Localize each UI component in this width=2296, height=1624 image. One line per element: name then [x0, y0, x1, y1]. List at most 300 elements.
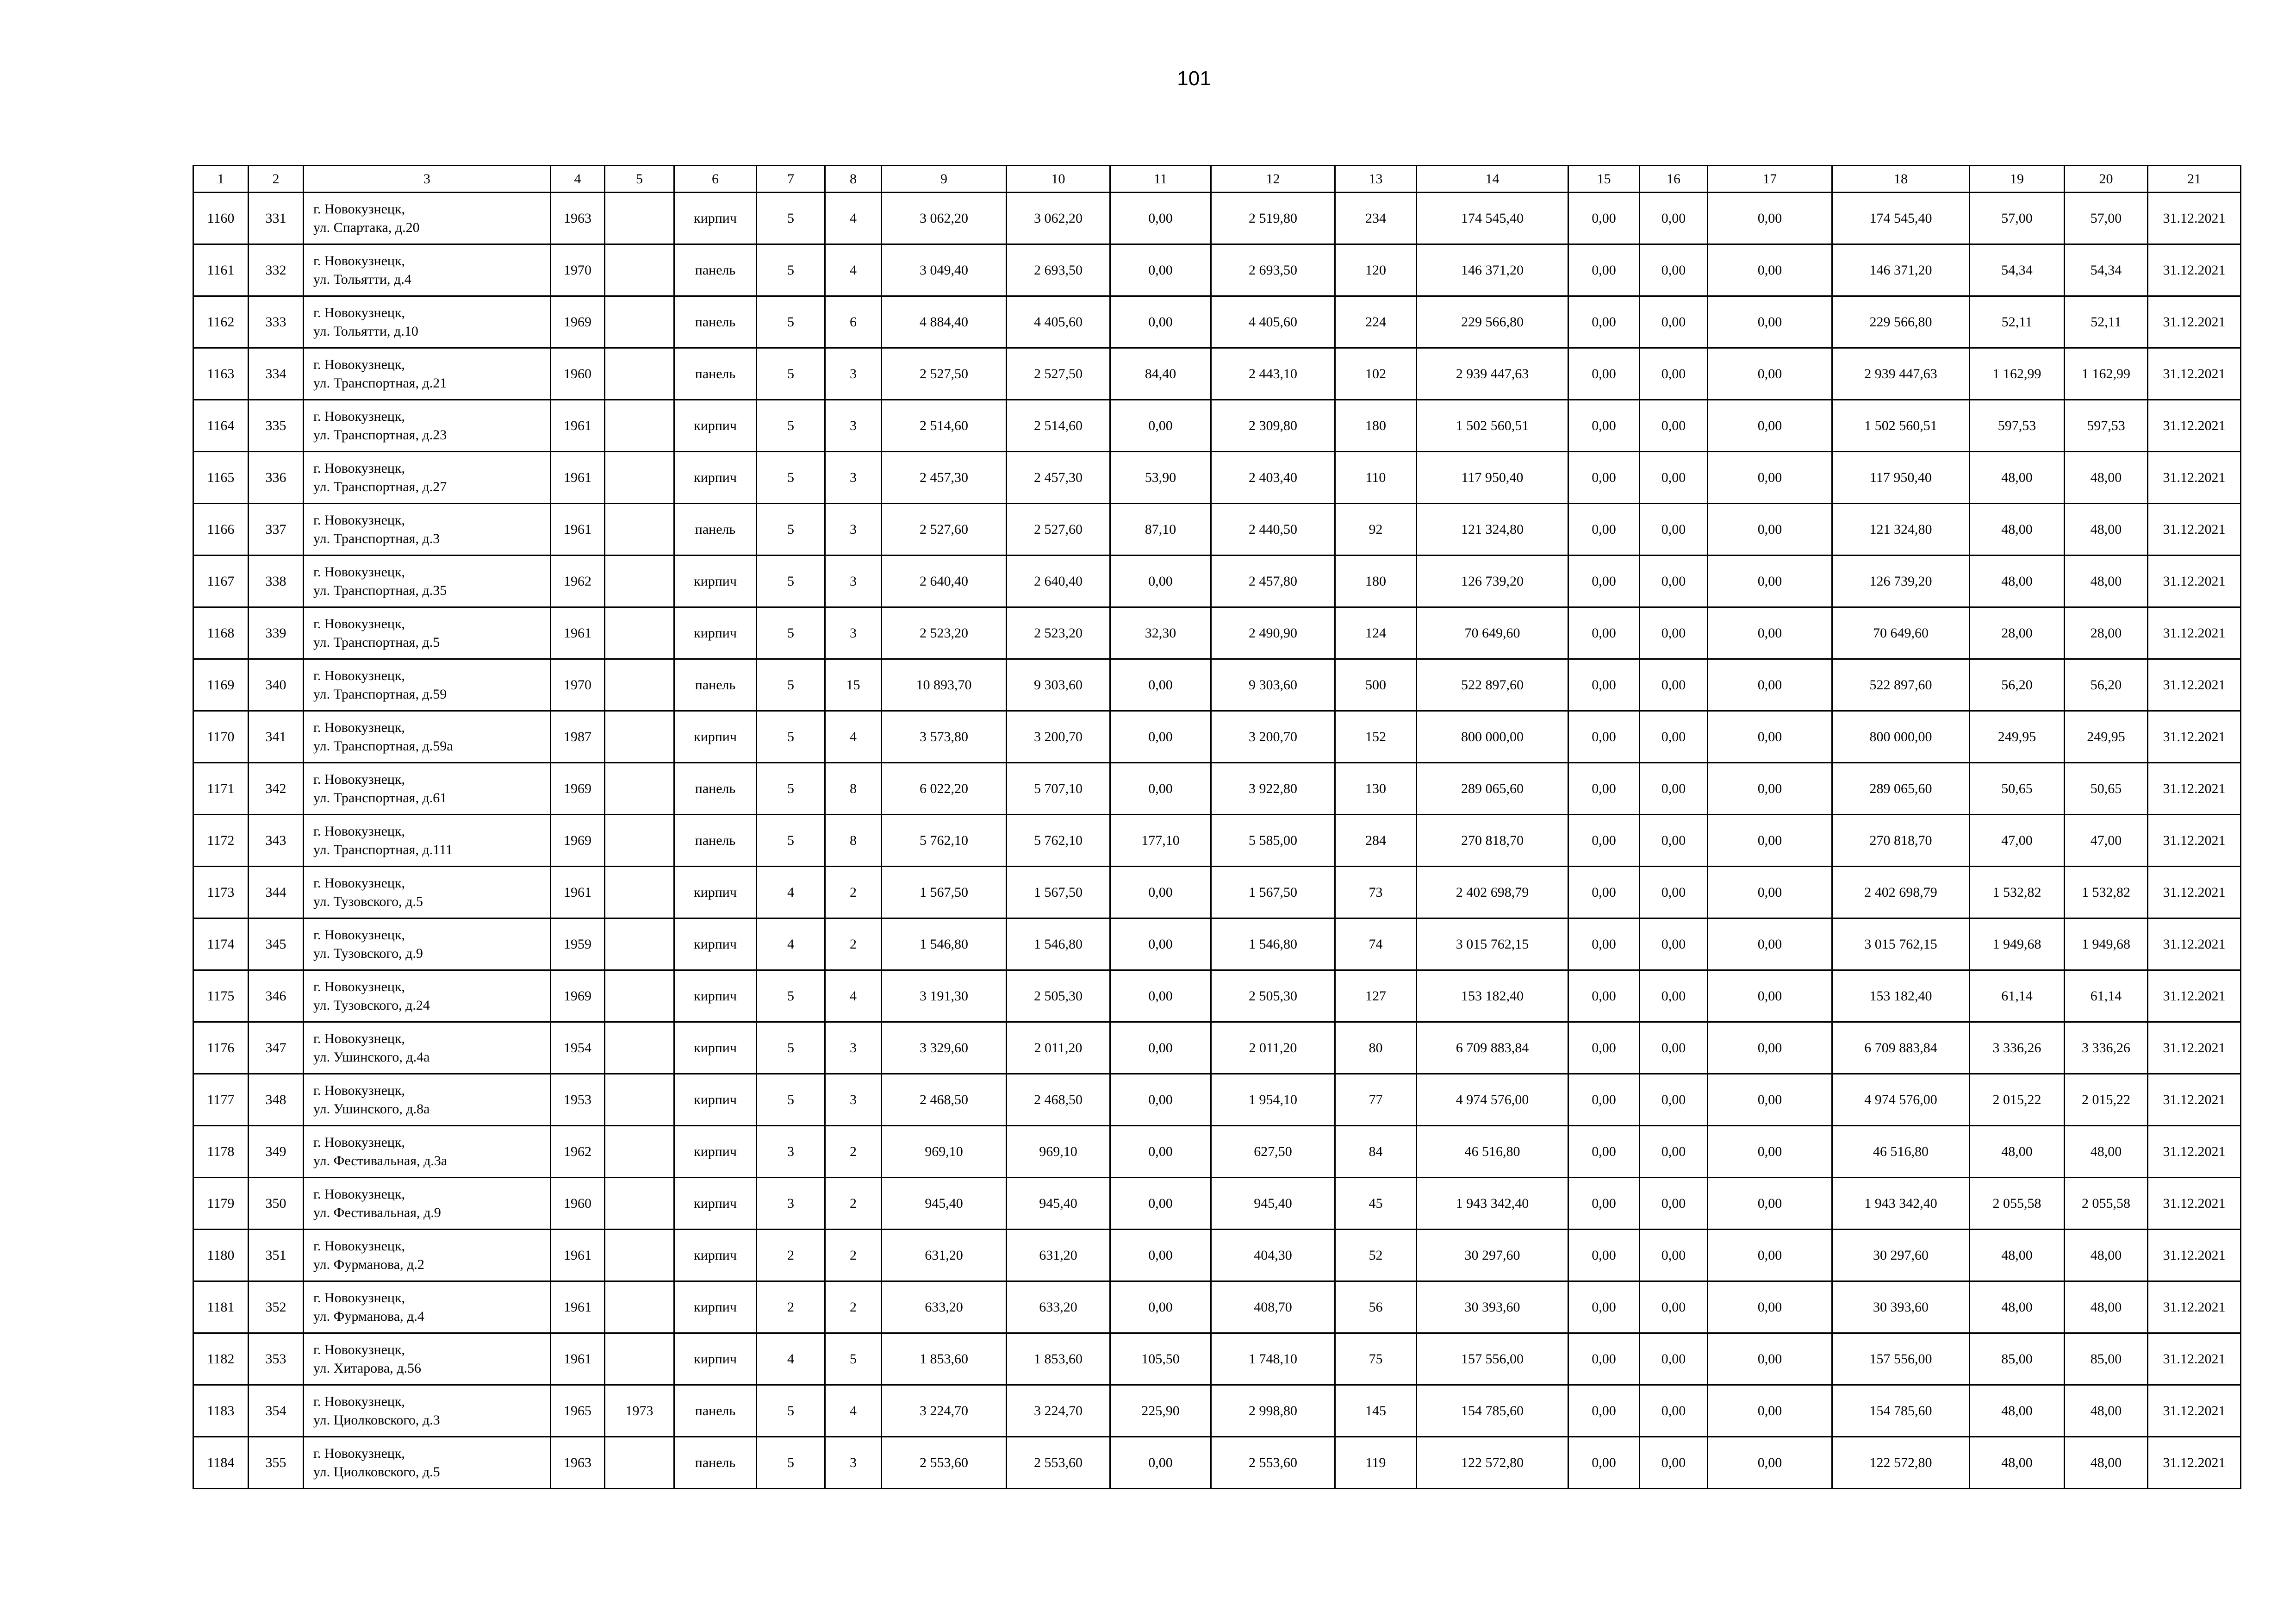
cell-col-2: 354: [249, 1385, 304, 1437]
cell-col-20: 48,00: [2065, 1385, 2148, 1437]
cell-col-7: 5: [757, 970, 825, 1022]
cell-col-20: 1 162,99: [2065, 348, 2148, 400]
cell-col-4: 1970: [551, 244, 605, 296]
cell-col-11: 0,00: [1110, 296, 1211, 348]
cell-col-18: 174 545,40: [1832, 193, 1970, 244]
cell-col-11: 0,00: [1110, 1126, 1211, 1178]
cell-col-2: 338: [249, 556, 304, 607]
cell-col-14: 2 402 698,79: [1417, 867, 1568, 918]
cell-col-20: 61,14: [2065, 970, 2148, 1022]
table-row: [193, 400, 2241, 452]
cell-col-18: 117 950,40: [1832, 452, 1970, 504]
table-row: [193, 1126, 2241, 1178]
address-cell: [304, 556, 551, 607]
cell-col-20: 56,20: [2065, 659, 2148, 711]
cell-col-5: [605, 1074, 674, 1126]
cell-col-21: 31.12.2021: [2148, 1281, 2241, 1333]
cell-col-6: панель: [674, 296, 757, 348]
cell-col-11: 0,00: [1110, 1437, 1211, 1489]
cell-col-4: 1969: [551, 970, 605, 1022]
cell-col-14: 117 950,40: [1417, 452, 1568, 504]
cell-col-1: 1166: [193, 504, 249, 556]
column-header: 12: [1211, 166, 1335, 193]
cell-col-2: 343: [249, 815, 304, 867]
cell-col-2: 341: [249, 711, 304, 763]
cell-col-12: 1 567,50: [1211, 867, 1335, 918]
address-cell: [304, 1281, 551, 1333]
cell-col-12: 3 922,80: [1211, 763, 1335, 815]
cell-col-5: [605, 1126, 674, 1178]
cell-col-10: 3 224,70: [1007, 1385, 1110, 1437]
cell-col-1: 1160: [193, 193, 249, 244]
column-header: 15: [1568, 166, 1640, 193]
cell-col-19: 48,00: [1970, 452, 2065, 504]
cell-col-6: панель: [674, 1385, 757, 1437]
cell-col-16: 0,00: [1640, 815, 1708, 867]
cell-col-11: 0,00: [1110, 659, 1211, 711]
cell-col-16: 0,00: [1640, 296, 1708, 348]
table-row: [193, 1178, 2241, 1230]
cell-col-11: 32,30: [1110, 607, 1211, 659]
cell-col-2: 339: [249, 607, 304, 659]
cell-col-21: 31.12.2021: [2148, 711, 2241, 763]
cell-col-14: 157 556,00: [1417, 1333, 1568, 1385]
column-header: 7: [757, 166, 825, 193]
cell-col-8: 4: [825, 711, 882, 763]
address-city: г. Новокузнецк,: [313, 512, 405, 528]
cell-col-9: 2 523,20: [882, 607, 1007, 659]
cell-col-4: 1961: [551, 1281, 605, 1333]
address-street: ул. Транспортная, д.61: [313, 790, 447, 806]
cell-col-12: 5 585,00: [1211, 815, 1335, 867]
cell-col-17: 0,00: [1708, 815, 1832, 867]
address-cell: [304, 1230, 551, 1281]
cell-col-18: 122 572,80: [1832, 1437, 1970, 1489]
address-cell: [304, 1385, 551, 1437]
cell-col-4: 1961: [551, 1230, 605, 1281]
table-row: [193, 1022, 2241, 1074]
address-street: ул. Циолковского, д.3: [313, 1412, 440, 1428]
column-header: 6: [674, 166, 757, 193]
cell-col-11: 0,00: [1110, 763, 1211, 815]
cell-col-7: 5: [757, 193, 825, 244]
cell-col-10: 633,20: [1007, 1281, 1110, 1333]
cell-col-17: 0,00: [1708, 556, 1832, 607]
cell-col-2: 346: [249, 970, 304, 1022]
table-row: [193, 1333, 2241, 1385]
cell-col-16: 0,00: [1640, 556, 1708, 607]
cell-col-12: 2 519,80: [1211, 193, 1335, 244]
cell-col-5: 1973: [605, 1385, 674, 1437]
cell-col-8: 2: [825, 867, 882, 918]
cell-col-17: 0,00: [1708, 607, 1832, 659]
cell-col-10: 945,40: [1007, 1178, 1110, 1230]
cell-col-6: панель: [674, 659, 757, 711]
cell-col-18: 4 974 576,00: [1832, 1074, 1970, 1126]
cell-col-12: 2 693,50: [1211, 244, 1335, 296]
table-row: [193, 193, 2241, 244]
address-cell: [304, 193, 551, 244]
cell-col-5: [605, 711, 674, 763]
cell-col-16: 0,00: [1640, 452, 1708, 504]
cell-col-1: 1176: [193, 1022, 249, 1074]
cell-col-4: 1961: [551, 452, 605, 504]
cell-col-16: 0,00: [1640, 244, 1708, 296]
cell-col-11: 225,90: [1110, 1385, 1211, 1437]
cell-col-6: кирпич: [674, 193, 757, 244]
cell-col-1: 1161: [193, 244, 249, 296]
cell-col-17: 0,00: [1708, 711, 1832, 763]
cell-col-17: 0,00: [1708, 1281, 1832, 1333]
cell-col-13: 102: [1335, 348, 1417, 400]
cell-col-17: 0,00: [1708, 1022, 1832, 1074]
cell-col-2: 334: [249, 348, 304, 400]
cell-col-6: кирпич: [674, 607, 757, 659]
cell-col-1: 1178: [193, 1126, 249, 1178]
cell-col-6: панель: [674, 244, 757, 296]
address-cell: [304, 1333, 551, 1385]
cell-col-5: [605, 659, 674, 711]
cell-col-17: 0,00: [1708, 970, 1832, 1022]
address-city: г. Новокузнецк,: [313, 408, 405, 424]
page-number: 101: [1177, 67, 1211, 90]
cell-col-16: 0,00: [1640, 193, 1708, 244]
cell-col-1: 1180: [193, 1230, 249, 1281]
cell-col-14: 1 943 342,40: [1417, 1178, 1568, 1230]
address-city: г. Новокузнецк,: [313, 460, 405, 476]
cell-col-18: 270 818,70: [1832, 815, 1970, 867]
cell-col-9: 5 762,10: [882, 815, 1007, 867]
cell-col-10: 5 707,10: [1007, 763, 1110, 815]
cell-col-19: 2 055,58: [1970, 1178, 2065, 1230]
cell-col-21: 31.12.2021: [2148, 400, 2241, 452]
cell-col-14: 30 297,60: [1417, 1230, 1568, 1281]
cell-col-9: 631,20: [882, 1230, 1007, 1281]
cell-col-2: 353: [249, 1333, 304, 1385]
cell-col-12: 1 954,10: [1211, 1074, 1335, 1126]
cell-col-5: [605, 244, 674, 296]
cell-col-16: 0,00: [1640, 504, 1708, 556]
cell-col-12: 404,30: [1211, 1230, 1335, 1281]
cell-col-5: [605, 867, 674, 918]
cell-col-10: 2 553,60: [1007, 1437, 1110, 1489]
cell-col-13: 110: [1335, 452, 1417, 504]
address-city: г. Новокузнецк,: [313, 668, 405, 683]
cell-col-12: 2 440,50: [1211, 504, 1335, 556]
cell-col-19: 48,00: [1970, 1437, 2065, 1489]
cell-col-11: 0,00: [1110, 1074, 1211, 1126]
cell-col-20: 48,00: [2065, 1281, 2148, 1333]
address-city: г. Новокузнецк,: [313, 1186, 405, 1202]
cell-col-21: 31.12.2021: [2148, 1437, 2241, 1489]
address-street: ул. Спартака, д.20: [313, 219, 420, 235]
address-cell: [304, 659, 551, 711]
cell-col-5: [605, 1281, 674, 1333]
cell-col-19: 28,00: [1970, 607, 2065, 659]
address-city: г. Новокузнецк,: [313, 253, 405, 269]
column-header: 1: [193, 166, 249, 193]
cell-col-8: 3: [825, 400, 882, 452]
cell-col-18: 289 065,60: [1832, 763, 1970, 815]
cell-col-2: 352: [249, 1281, 304, 1333]
cell-col-10: 969,10: [1007, 1126, 1110, 1178]
cell-col-14: 522 897,60: [1417, 659, 1568, 711]
address-cell: [304, 400, 551, 452]
cell-col-13: 130: [1335, 763, 1417, 815]
cell-col-19: 56,20: [1970, 659, 2065, 711]
cell-col-17: 0,00: [1708, 244, 1832, 296]
cell-col-20: 3 336,26: [2065, 1022, 2148, 1074]
column-header: 3: [304, 166, 551, 193]
cell-col-21: 31.12.2021: [2148, 193, 2241, 244]
cell-col-10: 3 062,20: [1007, 193, 1110, 244]
cell-col-20: 48,00: [2065, 556, 2148, 607]
cell-col-16: 0,00: [1640, 867, 1708, 918]
cell-col-13: 224: [1335, 296, 1417, 348]
cell-col-10: 2 457,30: [1007, 452, 1110, 504]
cell-col-16: 0,00: [1640, 400, 1708, 452]
cell-col-20: 597,53: [2065, 400, 2148, 452]
cell-col-15: 0,00: [1568, 1437, 1640, 1489]
cell-col-7: 5: [757, 1074, 825, 1126]
table-row: [193, 296, 2241, 348]
cell-col-15: 0,00: [1568, 556, 1640, 607]
cell-col-13: 77: [1335, 1074, 1417, 1126]
address-cell: [304, 1178, 551, 1230]
address-city: г. Новокузнецк,: [313, 1238, 405, 1254]
cell-col-10: 3 200,70: [1007, 711, 1110, 763]
cell-col-2: 347: [249, 1022, 304, 1074]
cell-col-14: 70 649,60: [1417, 607, 1568, 659]
cell-col-15: 0,00: [1568, 1178, 1640, 1230]
cell-col-17: 0,00: [1708, 348, 1832, 400]
cell-col-4: 1962: [551, 1126, 605, 1178]
cell-col-5: [605, 193, 674, 244]
cell-col-15: 0,00: [1568, 1022, 1640, 1074]
cell-col-18: 2 939 447,63: [1832, 348, 1970, 400]
cell-col-11: 53,90: [1110, 452, 1211, 504]
cell-col-11: 0,00: [1110, 1178, 1211, 1230]
cell-col-19: 1 162,99: [1970, 348, 2065, 400]
cell-col-7: 5: [757, 763, 825, 815]
cell-col-8: 2: [825, 1178, 882, 1230]
address-street: ул. Тузовского, д.9: [313, 945, 423, 961]
cell-col-4: 1969: [551, 296, 605, 348]
cell-col-9: 3 573,80: [882, 711, 1007, 763]
cell-col-19: 48,00: [1970, 504, 2065, 556]
cell-col-12: 3 200,70: [1211, 711, 1335, 763]
column-header: 13: [1335, 166, 1417, 193]
cell-col-19: 47,00: [1970, 815, 2065, 867]
cell-col-14: 153 182,40: [1417, 970, 1568, 1022]
cell-col-9: 1 853,60: [882, 1333, 1007, 1385]
cell-col-12: 2 403,40: [1211, 452, 1335, 504]
cell-col-6: кирпич: [674, 711, 757, 763]
address-city: г. Новокузнецк,: [313, 771, 405, 787]
cell-col-10: 2 514,60: [1007, 400, 1110, 452]
cell-col-20: 2 055,58: [2065, 1178, 2148, 1230]
cell-col-10: 2 640,40: [1007, 556, 1110, 607]
cell-col-20: 50,65: [2065, 763, 2148, 815]
cell-col-9: 945,40: [882, 1178, 1007, 1230]
cell-col-1: 1182: [193, 1333, 249, 1385]
cell-col-6: кирпич: [674, 556, 757, 607]
cell-col-15: 0,00: [1568, 607, 1640, 659]
cell-col-18: 30 393,60: [1832, 1281, 1970, 1333]
address-cell: [304, 1437, 551, 1489]
cell-col-12: 2 505,30: [1211, 970, 1335, 1022]
cell-col-2: 349: [249, 1126, 304, 1178]
address-city: г. Новокузнецк,: [313, 927, 405, 943]
cell-col-13: 52: [1335, 1230, 1417, 1281]
cell-col-7: 5: [757, 815, 825, 867]
cell-col-14: 174 545,40: [1417, 193, 1568, 244]
cell-col-18: 1 502 560,51: [1832, 400, 1970, 452]
cell-col-1: 1172: [193, 815, 249, 867]
column-header: 17: [1708, 166, 1832, 193]
address-city: г. Новокузнецк,: [313, 564, 405, 580]
cell-col-9: 3 191,30: [882, 970, 1007, 1022]
cell-col-11: 0,00: [1110, 711, 1211, 763]
cell-col-12: 2 490,90: [1211, 607, 1335, 659]
cell-col-20: 1 532,82: [2065, 867, 2148, 918]
address-street: ул. Ушинского, д.4а: [313, 1049, 430, 1065]
cell-col-21: 31.12.2021: [2148, 867, 2241, 918]
cell-col-2: 351: [249, 1230, 304, 1281]
cell-col-7: 3: [757, 1126, 825, 1178]
cell-col-1: 1169: [193, 659, 249, 711]
cell-col-11: 84,40: [1110, 348, 1211, 400]
address-cell: [304, 867, 551, 918]
cell-col-10: 2 505,30: [1007, 970, 1110, 1022]
column-header: 14: [1417, 166, 1568, 193]
cell-col-15: 0,00: [1568, 193, 1640, 244]
cell-col-21: 31.12.2021: [2148, 763, 2241, 815]
cell-col-5: [605, 400, 674, 452]
address-street: ул. Тольятти, д.10: [313, 323, 418, 339]
cell-col-21: 31.12.2021: [2148, 348, 2241, 400]
cell-col-5: [605, 970, 674, 1022]
cell-col-16: 0,00: [1640, 1385, 1708, 1437]
cell-col-19: 2 015,22: [1970, 1074, 2065, 1126]
cell-col-1: 1170: [193, 711, 249, 763]
cell-col-5: [605, 815, 674, 867]
cell-col-6: панель: [674, 348, 757, 400]
cell-col-6: панель: [674, 1437, 757, 1489]
cell-col-7: 5: [757, 452, 825, 504]
address-cell: [304, 452, 551, 504]
cell-col-4: 1961: [551, 1333, 605, 1385]
address-street: ул. Фурманова, д.4: [313, 1308, 424, 1324]
cell-col-8: 4: [825, 970, 882, 1022]
cell-col-16: 0,00: [1640, 711, 1708, 763]
cell-col-4: 1961: [551, 867, 605, 918]
cell-col-7: 5: [757, 659, 825, 711]
address-city: г. Новокузнецк,: [313, 719, 405, 735]
cell-col-2: 333: [249, 296, 304, 348]
cell-col-4: 1963: [551, 1437, 605, 1489]
cell-col-19: 48,00: [1970, 1126, 2065, 1178]
address-street: ул. Транспортная, д.27: [313, 479, 447, 494]
address-street: ул. Транспортная, д.5: [313, 634, 440, 650]
cell-col-5: [605, 556, 674, 607]
cell-col-8: 4: [825, 193, 882, 244]
cell-col-21: 31.12.2021: [2148, 556, 2241, 607]
cell-col-9: 4 884,40: [882, 296, 1007, 348]
cell-col-5: [605, 452, 674, 504]
cell-col-13: 84: [1335, 1126, 1417, 1178]
column-header: 16: [1640, 166, 1708, 193]
cell-col-4: 1987: [551, 711, 605, 763]
cell-col-10: 2 523,20: [1007, 607, 1110, 659]
address-cell: [304, 763, 551, 815]
cell-col-14: 270 818,70: [1417, 815, 1568, 867]
cell-col-17: 0,00: [1708, 1333, 1832, 1385]
cell-col-17: 0,00: [1708, 452, 1832, 504]
cell-col-8: 3: [825, 504, 882, 556]
cell-col-21: 31.12.2021: [2148, 918, 2241, 970]
table-row: [193, 1437, 2241, 1489]
cell-col-15: 0,00: [1568, 659, 1640, 711]
cell-col-1: 1173: [193, 867, 249, 918]
table-row: [193, 607, 2241, 659]
address-city: г. Новокузнецк,: [313, 616, 405, 631]
cell-col-1: 1163: [193, 348, 249, 400]
cell-col-6: кирпич: [674, 1333, 757, 1385]
cell-col-2: 336: [249, 452, 304, 504]
cell-col-8: 15: [825, 659, 882, 711]
cell-col-4: 1954: [551, 1022, 605, 1074]
cell-col-19: 48,00: [1970, 1281, 2065, 1333]
address-city: г. Новокузнецк,: [313, 1082, 405, 1098]
cell-col-20: 48,00: [2065, 504, 2148, 556]
cell-col-1: 1164: [193, 400, 249, 452]
cell-col-6: кирпич: [674, 400, 757, 452]
cell-col-7: 5: [757, 348, 825, 400]
cell-col-5: [605, 504, 674, 556]
cell-col-19: 61,14: [1970, 970, 2065, 1022]
cell-col-13: 124: [1335, 607, 1417, 659]
cell-col-11: 0,00: [1110, 1230, 1211, 1281]
table-row: [193, 348, 2241, 400]
address-city: г. Новокузнецк,: [313, 1031, 405, 1046]
cell-col-14: 30 393,60: [1417, 1281, 1568, 1333]
cell-col-15: 0,00: [1568, 348, 1640, 400]
cell-col-8: 8: [825, 815, 882, 867]
cell-col-4: 1953: [551, 1074, 605, 1126]
cell-col-6: кирпич: [674, 1230, 757, 1281]
cell-col-1: 1175: [193, 970, 249, 1022]
address-cell: [304, 918, 551, 970]
cell-col-20: 1 949,68: [2065, 918, 2148, 970]
cell-col-5: [605, 1333, 674, 1385]
address-street: ул. Тольятти, д.4: [313, 271, 411, 287]
cell-col-8: 8: [825, 763, 882, 815]
cell-col-13: 74: [1335, 918, 1417, 970]
cell-col-19: 48,00: [1970, 1230, 2065, 1281]
table-row: [193, 504, 2241, 556]
cell-col-15: 0,00: [1568, 970, 1640, 1022]
cell-col-13: 127: [1335, 970, 1417, 1022]
address-street: ул. Транспортная, д.3: [313, 531, 440, 546]
cell-col-9: 2 553,60: [882, 1437, 1007, 1489]
cell-col-14: 4 974 576,00: [1417, 1074, 1568, 1126]
address-street: ул. Тузовского, д.5: [313, 893, 423, 909]
cell-col-10: 4 405,60: [1007, 296, 1110, 348]
cell-col-20: 2 015,22: [2065, 1074, 2148, 1126]
address-cell: [304, 348, 551, 400]
cell-col-1: 1174: [193, 918, 249, 970]
